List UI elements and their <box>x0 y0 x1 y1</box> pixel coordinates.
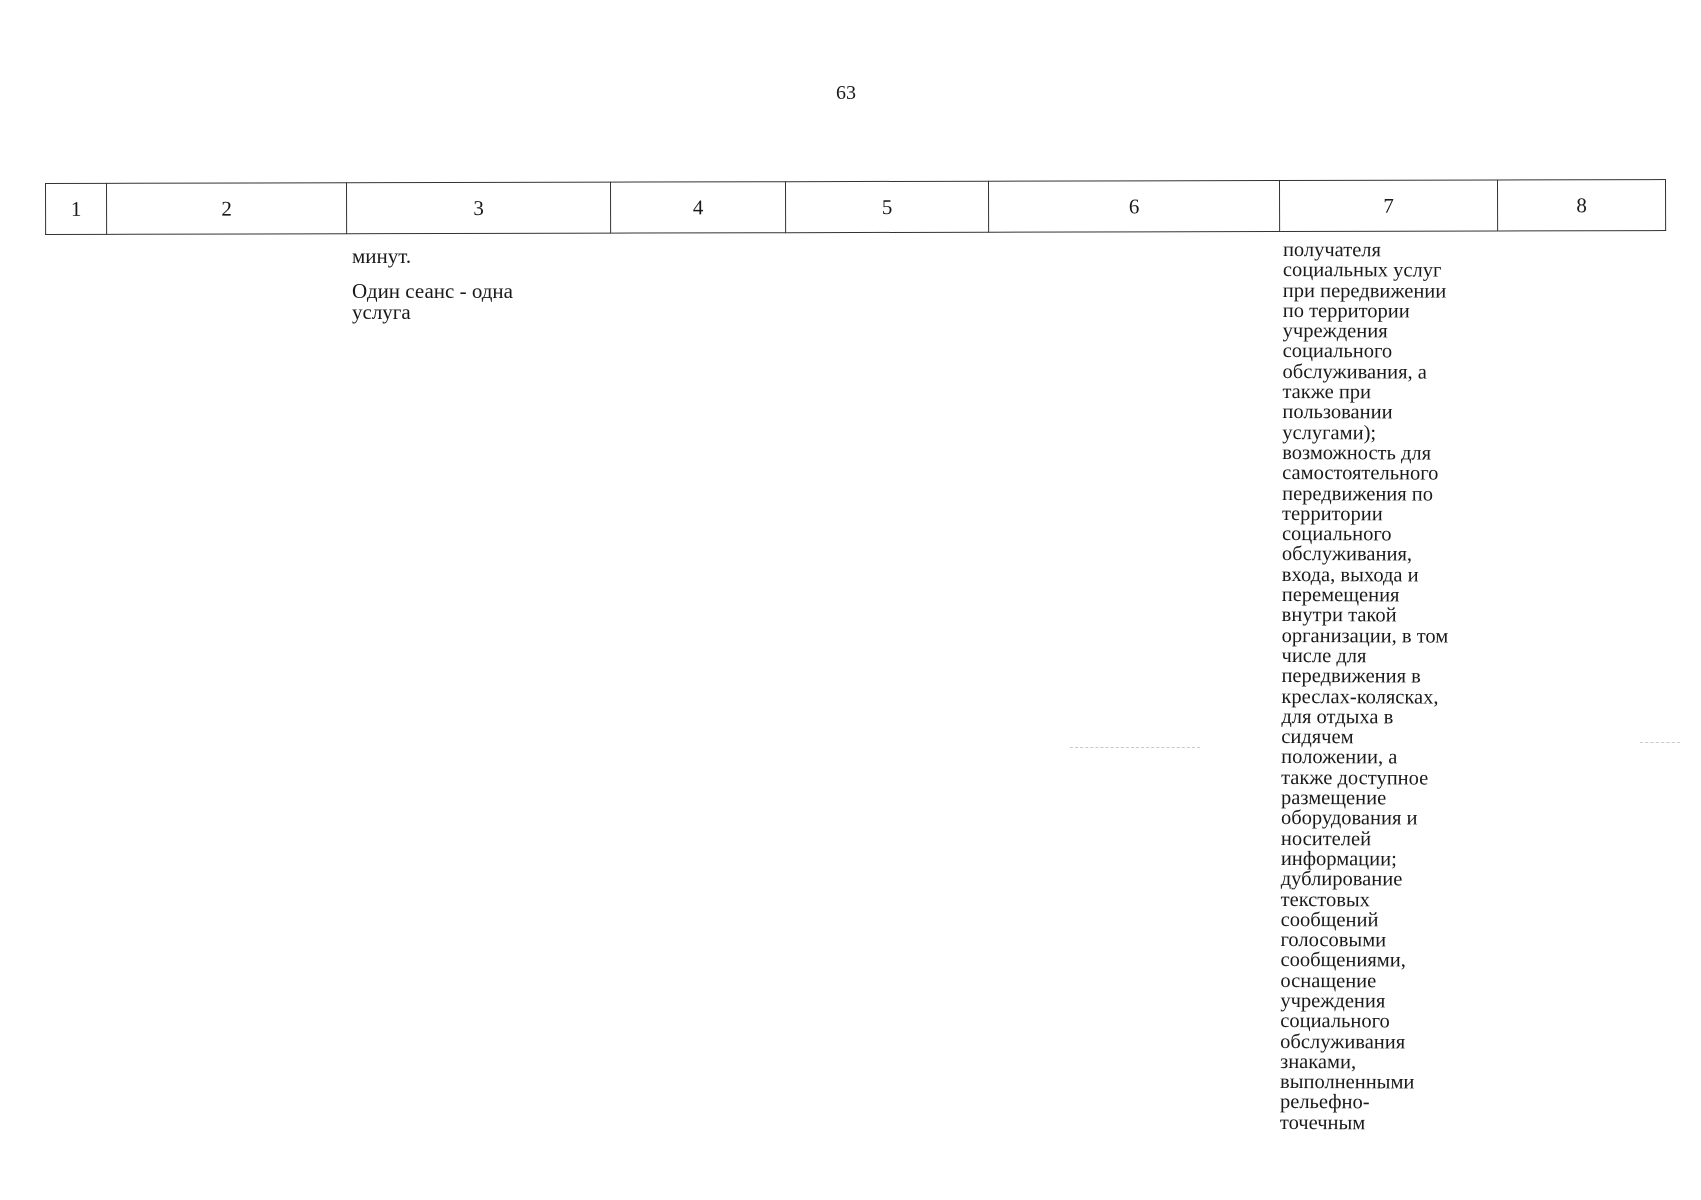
column-7-text-line: возможность для <box>1282 441 1432 465</box>
column-7-text-line: социального <box>1282 340 1393 363</box>
column-header-7: 7 <box>1279 180 1497 232</box>
column-7-text-line: получателя <box>1282 239 1382 262</box>
column-7-text-line: информации; <box>1280 847 1397 871</box>
column-7-text-line: креслах-колясках, <box>1281 685 1439 709</box>
column-7-text-line: оснащение <box>1280 969 1377 993</box>
column-7-text-line: организации, в том <box>1281 624 1449 648</box>
column-header-5: 5 <box>785 181 988 232</box>
column-7-text-line: передвижения в <box>1281 665 1421 688</box>
column-7-text-line: самостоятельного <box>1282 462 1439 485</box>
header-row <box>46 180 1666 235</box>
page-number: 63 <box>836 82 856 104</box>
column-7-text-line: социального <box>1281 523 1392 546</box>
column-7-text-line: дублирование <box>1280 868 1403 891</box>
column-7-text-line: размещение <box>1281 787 1387 810</box>
column-7-text-line: сообщениями, <box>1280 949 1406 972</box>
column-7-text-line: обслуживания, а <box>1282 360 1427 384</box>
column-7-text-line: услугами); <box>1282 421 1377 444</box>
column-3-text-duration: минут. <box>352 244 412 268</box>
column-header-8: 8 <box>1497 180 1665 231</box>
column-7-text-line: рельефно- <box>1279 1091 1370 1114</box>
column-header-4: 4 <box>610 182 785 233</box>
column-7-text-line: по территории <box>1282 299 1410 323</box>
column-7-text-line: обслуживания <box>1280 1030 1406 1054</box>
column-header-1: 1 <box>46 183 107 234</box>
scan-artifact <box>1070 747 1200 748</box>
column-header-6: 6 <box>988 180 1279 232</box>
scan-artifact <box>1640 742 1680 743</box>
column-7-text-line: сидячем <box>1281 726 1354 749</box>
column-header-table <box>45 179 1666 235</box>
column-7-text-line: положении, а <box>1281 746 1398 769</box>
column-7-text-line: выполненными <box>1280 1071 1415 1094</box>
column-7-text-line: голосовыми <box>1280 929 1387 952</box>
column-7-text-line: точечным <box>1279 1111 1366 1135</box>
column-7-cell <box>1280 240 1488 1134</box>
column-7-text-line: носителей <box>1280 827 1372 850</box>
column-header-2: 2 <box>107 183 347 235</box>
column-7-text-line: обслуживания, <box>1281 543 1413 566</box>
column-7-text-line: текстовых <box>1280 888 1370 911</box>
column-7-text-line: социального <box>1280 1010 1390 1033</box>
column-7-text-line: также при <box>1282 381 1372 404</box>
column-7-text-line: учреждения <box>1280 989 1386 1013</box>
column-7-text-line: передвижения по <box>1282 482 1434 506</box>
column-7-text-line: социальных услуг <box>1282 259 1442 282</box>
column-3-cell <box>352 246 582 323</box>
column-7-text-line: территории <box>1282 502 1383 526</box>
column-7-text-line: для отдыха в <box>1281 705 1394 729</box>
column-7-text-line: также доступное <box>1281 766 1429 790</box>
column-7-text-line: оборудования и <box>1280 807 1418 830</box>
column-7-text-line: числе для <box>1281 644 1367 668</box>
column-header-3: 3 <box>347 182 611 234</box>
column-7-text-line: перемещения <box>1281 584 1400 607</box>
column-7-text-line: пользовании <box>1282 401 1393 424</box>
column-7-text-line: знаками, <box>1280 1050 1357 1074</box>
column-3-text-session-line2: услуга <box>352 300 411 324</box>
column-7-text-line: сообщений <box>1280 908 1379 932</box>
column-7-text-line: при передвижении <box>1282 279 1447 303</box>
column-7-text-line: учреждения <box>1282 320 1388 343</box>
column-7-text-line: внутри такой <box>1281 604 1397 627</box>
column-3-text-session-line1: Один сеанс - одна <box>352 279 513 303</box>
column-7-text-line: входа, выхода и <box>1281 563 1419 587</box>
